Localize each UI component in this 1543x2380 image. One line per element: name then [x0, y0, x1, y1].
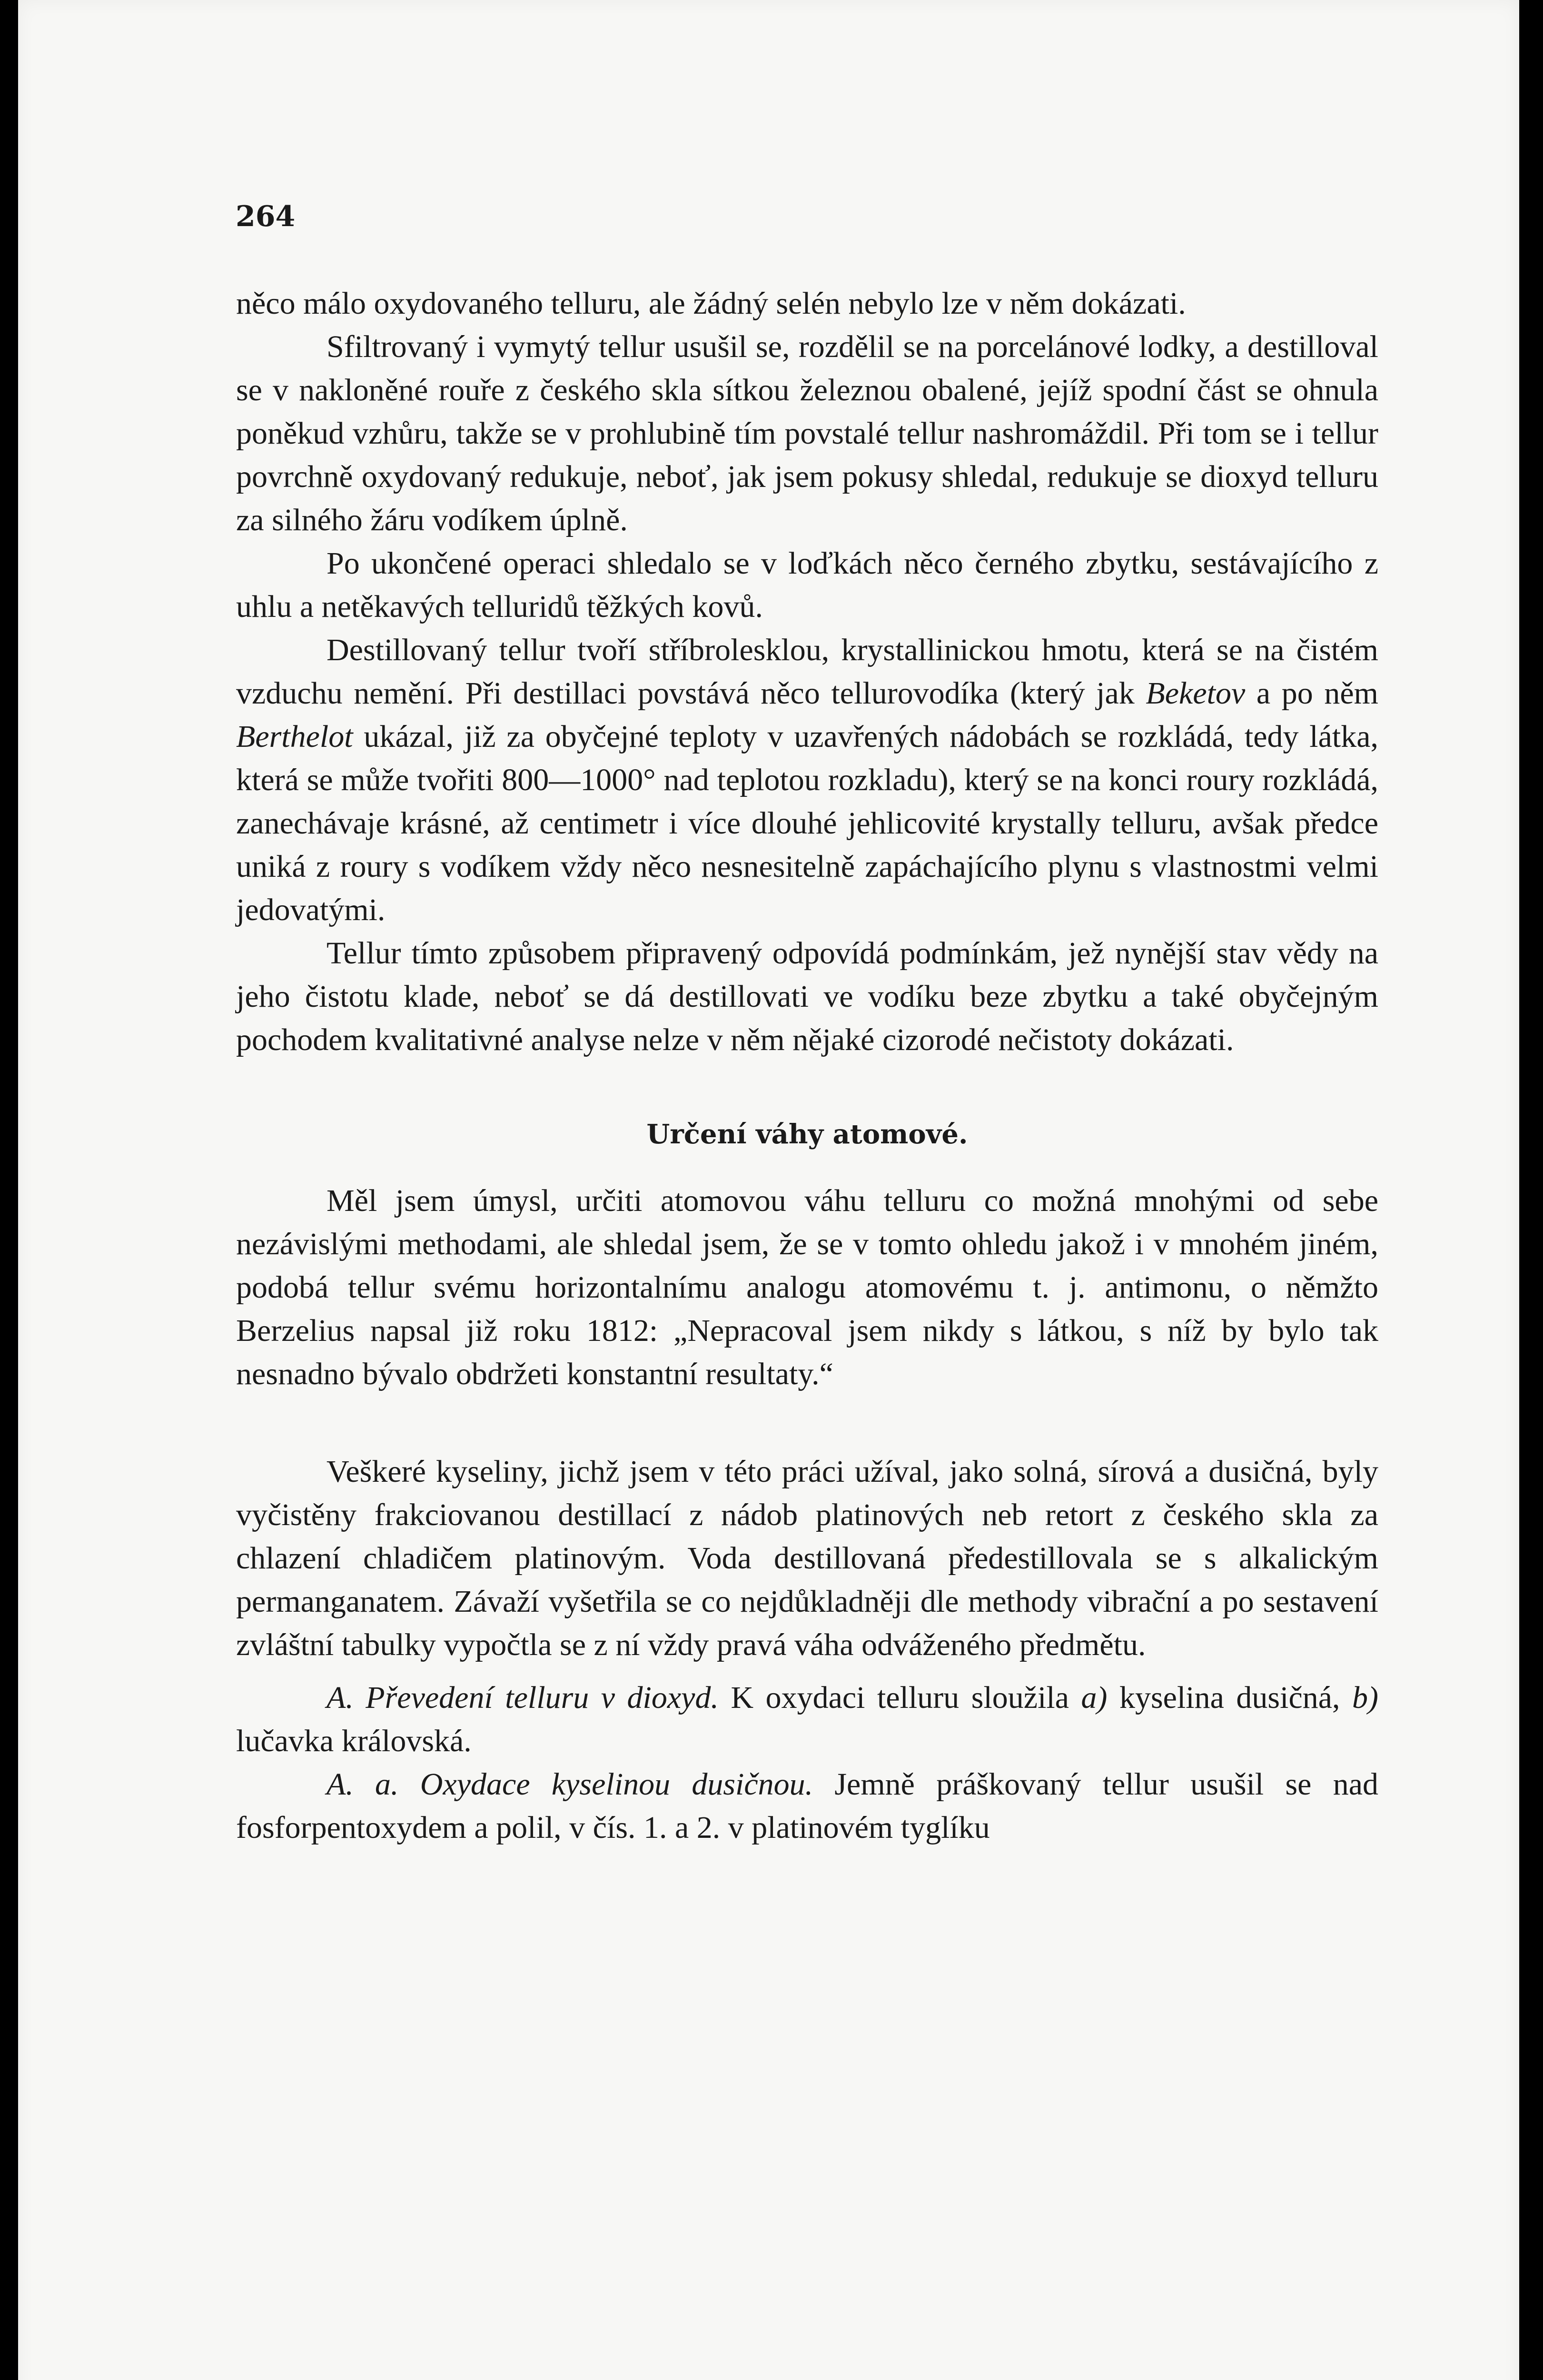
- page-number: 264: [236, 200, 296, 233]
- subsection-label: A. a. Oxydace kyselinou dusičnou.: [326, 1767, 813, 1802]
- author-name-beketov: Beketov: [1146, 676, 1246, 711]
- paragraph-text: K oxydaci telluru sloužila: [718, 1680, 1081, 1715]
- paragraph-purity: Tellur tímto způsobem připravený odpovídá podmínkám, jež nynější stav vědy na jeho čistotu klade, neboť se dá destillovati ve vodíku beze zbytku a také obyčejným pochodem kvalitativné analyse nelze v něm nějaké cizorodé nečistoty dokázati.: [236, 936, 1378, 1057]
- paragraph-text: lučavka královská.: [236, 1724, 472, 1758]
- paragraph-text: kyselina dusičná,: [1107, 1680, 1353, 1715]
- paragraph-oxidation-intro: [236, 1676, 1378, 1763]
- item-marker-b: b): [1352, 1680, 1378, 1715]
- paragraph-continuation: něco málo oxydovaného telluru, ale žádný selén nebylo lze v něm dokázati.: [236, 286, 1186, 321]
- section-heading: Určení váhy atomové.: [646, 1119, 968, 1150]
- paragraph-intent: Měl jsem úmysl, určiti atomovou váhu telluru co možná mnohými od sebe nezávislými methodami, ale shledal jsem, že se v tomto ohledu jakož i v mnohém jiném, podobá tellur svému horizontalnímu analogu atomovému t. j. antimonu, o němžto Berzelius napsal již roku 1812: „Nepracoval jsem nikdy s látkou, s níž by bylo tak nesnadno bývalo obdržeti konstantní resultaty.“: [236, 1183, 1378, 1391]
- author-name-berthelot: Berthelot: [236, 719, 353, 754]
- paragraph-acids: Veškeré kyseliny, jichž jsem v této práci užíval, jako solná, sírová a dusičná, byly vyčistěny frakciovanou destillací z nádob platinových neb retort z českého skla za chlazení chladičem platinovým. Voda destillovaná předestillovala se s alkalickým permanganatem. Závaží vyšetřila se co nejdůkladněji dle methody vibrační a po sestavení zvláštní tabulky vypočtla se z ní vždy pravá váha odváženého předmětu.: [236, 1454, 1378, 1662]
- paragraph-filtration: Sfiltrovaný i vymytý tellur usušil se, rozdělil se na porcelánové lodky, a destilloval se v nakloněné rouře z českého skla sítkou železnou obalené, jejíž spodní část se ohnula poněkud vzhůru, takže se v prohlubině tím povstalé tellur nashromáždil. Při tom se i tellur povrchně oxydovaný redukuje, neboť, jak jsem pokusy shledal, redukuje se dioxyd telluru za silného žáru vodíkem úplně.: [236, 329, 1378, 537]
- paragraph-text: Jemně práškovaný tellur usušil se nad fosforpentoxydem a polil, v čís. 1. a 2. v platinovém tyglíku: [236, 1767, 1378, 1845]
- item-marker-a: a): [1081, 1680, 1108, 1715]
- paragraph-text: Destillovaný tellur tvoří stříbrolesklou, krystallinickou hmotu, která se na čistém vzduchu nemění. Při destillaci povstává něco tellurovodíka (který jak: [236, 633, 1378, 711]
- body-text: [236, 282, 1378, 1849]
- paragraph-text: a po něm: [1245, 676, 1378, 711]
- paragraph-distilled-tellurium: [236, 628, 1378, 932]
- paragraph-nitric-oxidation: [236, 1763, 1378, 1849]
- page-sheet: [18, 0, 1519, 2380]
- paragraph-text: ukázal, již za obyčejné teploty v uzavřených nádobách se rozkládá, tedy látka, která se může tvořiti 800—1000° nad teplotou rozkladu), který se na konci roury rozkládá, zanechávaje krásné, až centimetr i více dlouhé jehlicovité krystally telluru, avšak předce uniká z roury s vodíkem vždy něco nesnesitelně zapáchajícího plynu s vlastnostmi velmi jedovatými.: [236, 719, 1378, 927]
- paragraph-residue: Po ukončené operaci shledalo se v loďkách něco černého zbytku, sestávajícího z uhlu a netěkavých telluridů těžkých kovů.: [236, 546, 1378, 624]
- subsection-label: A. Převedení telluru v dioxyd.: [326, 1680, 719, 1715]
